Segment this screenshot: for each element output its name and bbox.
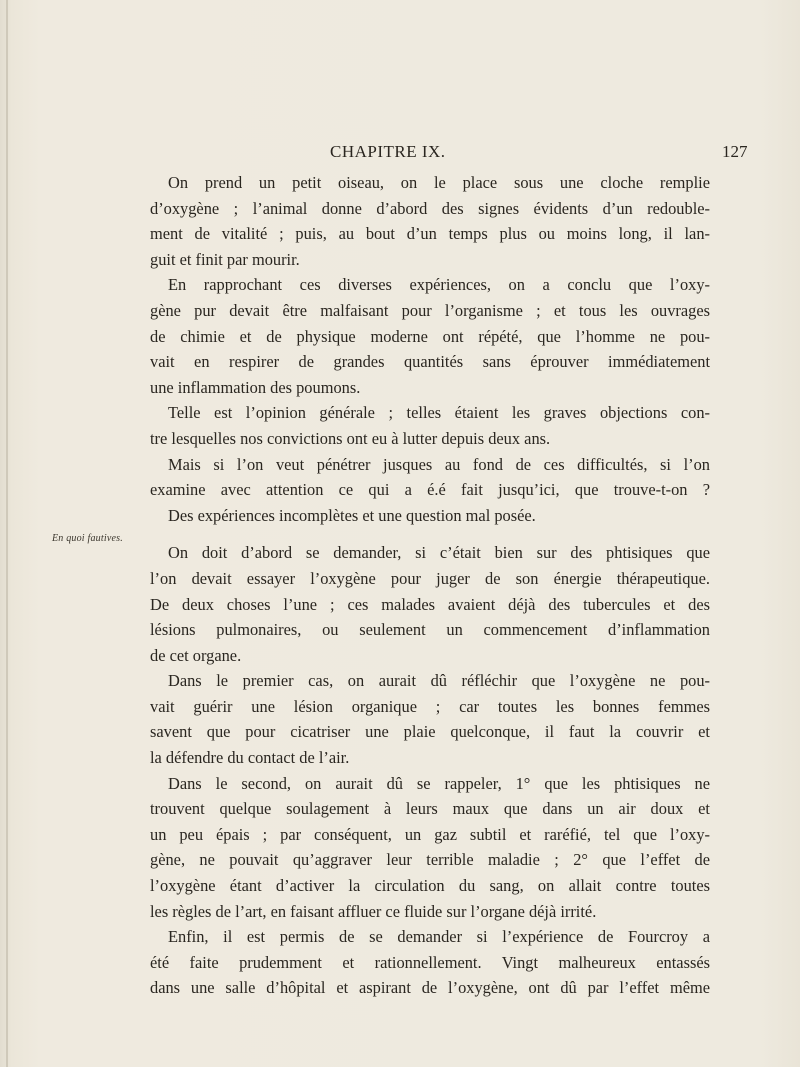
text-line: lésions pulmonaires, ou seulement un commencement d’inflammation (150, 620, 710, 640)
text-line: un peu épais ; par conséquent, un gaz subtil et raréfié, tel que l’oxy- (150, 824, 710, 844)
text-line: de chimie et de physique moderne ont répété, que l’homme ne pou- (150, 326, 710, 346)
text-line: Dans le second, on aurait dû se rappeler, 1° que les phtisiques ne (168, 773, 710, 793)
text-line: Mais si l’on veut pénétrer jusques au fond de ces difficultés, si l’on (168, 454, 710, 474)
body-text (150, 170, 710, 1001)
text-line: ment de vitalité ; puis, au bout d’un temps plus ou moins long, il lan- (150, 224, 710, 244)
text-line: On doit d’abord se demander, si c’était bien sur des phtisiques que (168, 543, 710, 563)
text-line: examine avec attention ce qui a é.é fait jusqu’ici, que trouve-t-on ? (150, 480, 710, 500)
running-title: CHAPITRE IX. (330, 142, 446, 161)
page-header (0, 137, 800, 167)
text-line: l’oxygène étant d’activer la circulation du sang, on allait contre toutes (150, 876, 710, 896)
text-line: savent que pour cicatriser une plaie quelconque, il faut la couvrir et (150, 722, 710, 742)
text-line: tre lesquelles nos convictions ont eu à lutter depuis deux ans. (150, 428, 551, 448)
text-line: guit et finit par mourir. (150, 249, 300, 269)
text-line: Des expériences incomplètes et une question mal posée. (168, 505, 536, 525)
text-line: trouvent quelque soulagement à leurs maux que dans un air doux et (150, 799, 710, 819)
text-line: les règles de l’art, en faisant affluer ce fluide sur l’organe déjà irrité. (150, 901, 597, 921)
text-line: l’on devait essayer l’oxygène pour juger de son énergie thérapeutique. (150, 568, 710, 588)
text-line: été faite prudemment et rationnellement. Vingt malheureux entassés (150, 952, 710, 972)
text-line: vait guérir une lésion organique ; car toutes les bonnes femmes (150, 696, 710, 716)
text-line: la défendre du contact de l’air. (150, 748, 350, 768)
text-line: gène, ne pouvait qu’aggraver leur terrible maladie ; 2° que l’effet de (150, 850, 710, 870)
text-line: gène pur devait être malfaisant pour l’organisme ; et tous les ouvrages (150, 300, 710, 320)
text-line: En rapprochant ces diverses expériences, on a conclu que l’oxy- (168, 275, 710, 295)
text-line: de cet organe. (150, 645, 242, 665)
text-line: dans une salle d’hôpital et aspirant de l’oxygène, ont dû par l’effet même (150, 978, 710, 998)
marginal-note: En quoi fautives. (52, 533, 123, 544)
text-line: Enfin, il est permis de se demander si l’expérience de Fourcroy a (168, 927, 710, 947)
text-line: On prend un petit oiseau, on le place sous une cloche remplie (168, 173, 710, 192)
text-line: Dans le premier cas, on aurait dû réfléchir que l’oxygène ne pou- (168, 671, 710, 691)
text-line: De deux choses l’une ; ces malades avaient déjà des tubercules et des (150, 594, 710, 614)
text-line: vait en respirer de grandes quantités sans éprouver immédiatement (150, 352, 710, 372)
text-line: une inflammation des poumons. (150, 377, 361, 397)
page-number: 127 (722, 142, 748, 161)
text-line: d’oxygène ; l’animal donne d’abord des signes évidents d’un redouble- (150, 198, 710, 218)
text-line: Telle est l’opinion générale ; telles étaient les graves objections con- (168, 403, 710, 423)
